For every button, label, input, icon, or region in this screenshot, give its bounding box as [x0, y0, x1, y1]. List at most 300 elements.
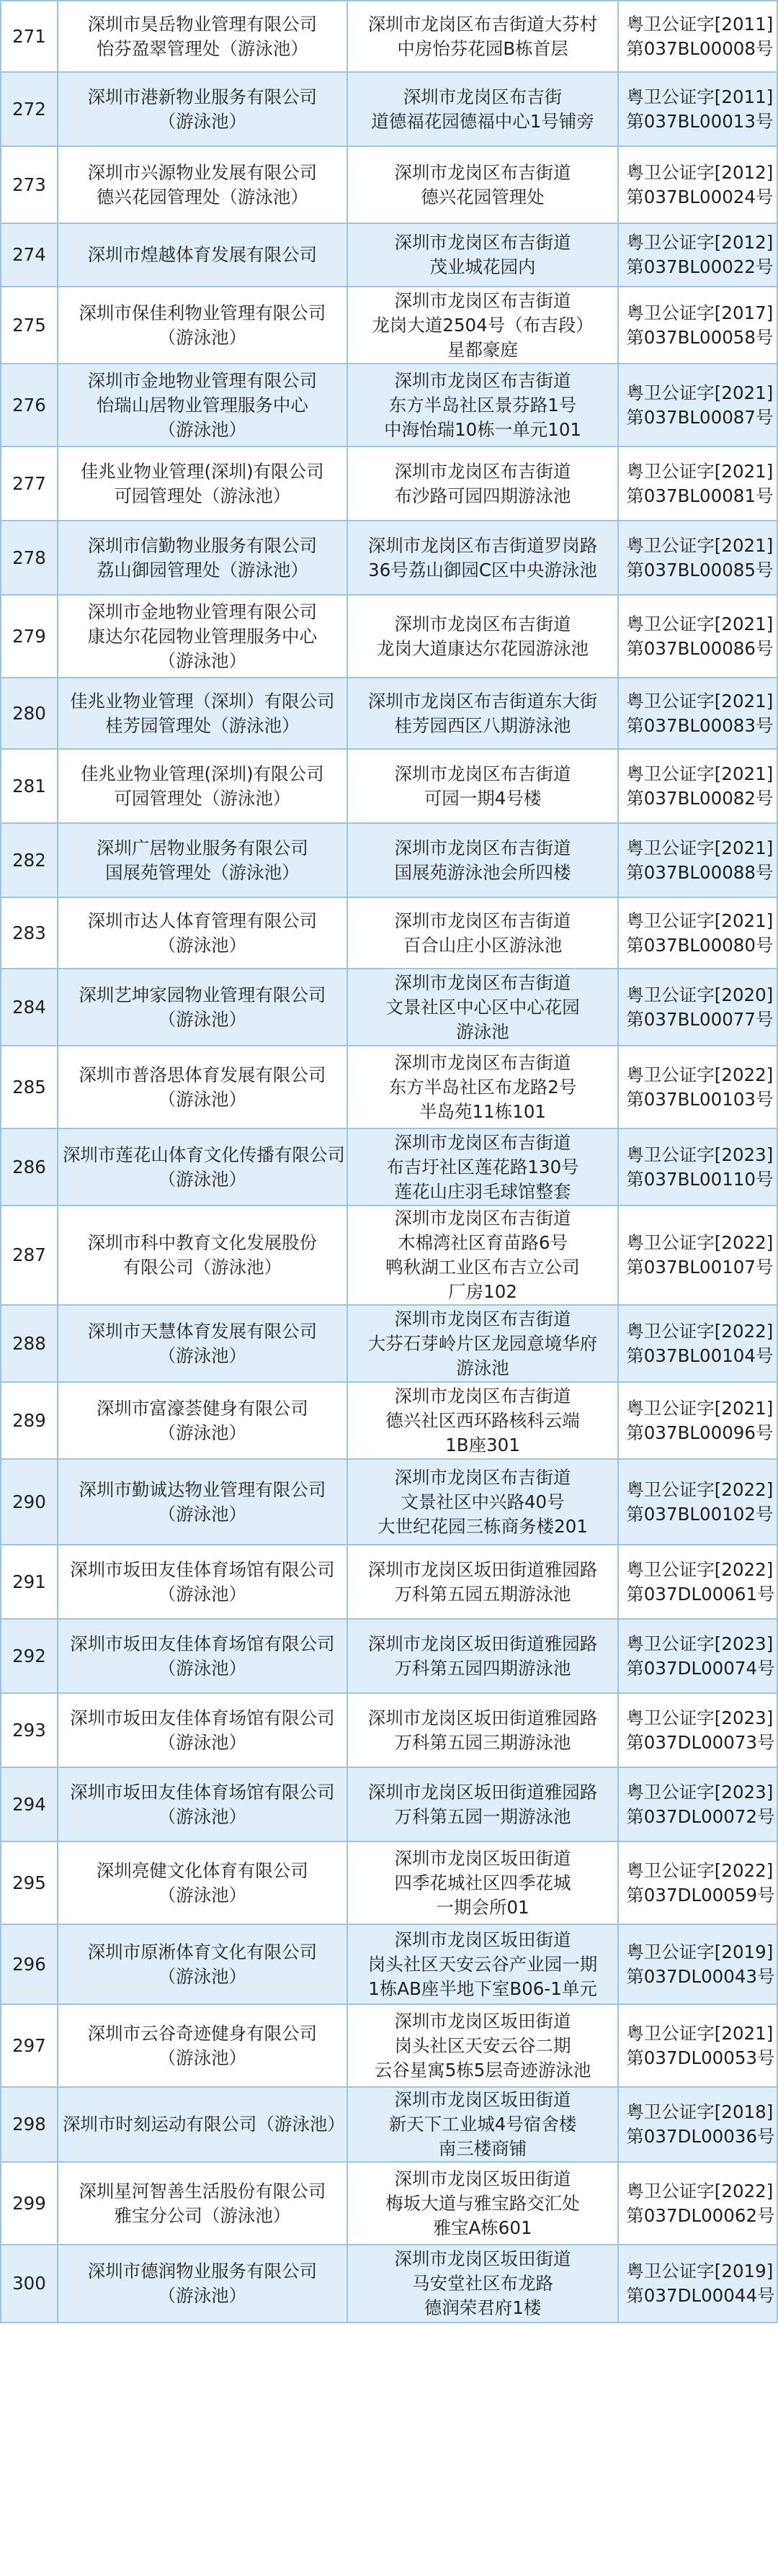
license-number-line: 第037BL00080号: [626, 934, 774, 956]
license-number-line: 第037BL00103号: [626, 1088, 774, 1110]
organization-line: 深圳市达人体育管理有限公司: [87, 910, 318, 931]
organization-line: 国展苑管理处（游泳池）: [105, 861, 300, 883]
license-number-line: 粤卫公证字[2021]: [626, 613, 774, 634]
organization-line: （游泳池）: [158, 1657, 247, 1679]
table-row: [1, 1619, 777, 1693]
address-line: 深圳市龙岗区布吉街道: [394, 1466, 571, 1488]
table-row: [1, 2004, 777, 2087]
license-number-cell: [618, 678, 777, 749]
license-number-line: 粤卫公证字[2023]: [626, 1633, 774, 1654]
organization-line: 深圳市时刻运动有限公司（游泳池）: [62, 2114, 345, 2135]
license-number-line: 第037BL00085号: [626, 559, 774, 580]
license-number-cell: [618, 1046, 777, 1128]
address-line: 深圳市龙岗区布吉街道东大街: [367, 690, 598, 712]
row-number-cell: 275: [1, 287, 58, 364]
organization-line: 深圳市坂田友佳体育场馆有限公司: [70, 1781, 335, 1803]
organization-line: 深圳市云谷奇迹健身有限公司: [87, 2022, 318, 2044]
address-line: 深圳市龙岗区布吉街道: [394, 837, 571, 858]
license-number-cell: [618, 2162, 777, 2245]
license-number-line: 粤卫公证字[2018]: [626, 2101, 774, 2122]
license-number-line: 第037DL00062号: [626, 2204, 775, 2226]
address-cell: [347, 749, 619, 823]
organization-line: 深圳市坂田友佳体育场馆有限公司: [70, 1633, 335, 1654]
license-number-cell: [618, 1, 777, 72]
organization-line: 深圳艺坤家园物业管理有限公司: [79, 984, 326, 1005]
address-line: 深圳市龙岗区布吉街道: [394, 763, 571, 784]
row-number-cell: 273: [1, 146, 58, 223]
organization-line: 深圳市天慧体育发展有限公司: [87, 1320, 318, 1342]
organization-line: 深圳市德润物业服务有限公司: [87, 2261, 318, 2281]
address-line: 深圳市龙岗区坂田街道雅园路: [367, 1707, 598, 1728]
address-line: 德兴社区西环路核科云端: [385, 1409, 580, 1431]
row-number-cell: 287: [1, 1206, 58, 1305]
address-line: 梅坂大道与雅宝路交汇处: [385, 2192, 580, 2214]
address-line: 云谷星寓5栋5层奇迹游泳池: [374, 2059, 591, 2081]
organization-cell: [58, 1545, 347, 1619]
organization-line: （游泳池）: [158, 1731, 247, 1753]
address-line: 深圳市龙岗区坂田街道: [394, 2168, 571, 2189]
license-number-line: 第037DL00043号: [626, 1965, 775, 1987]
license-number-line: 粤卫公证字[2019]: [626, 1941, 774, 1962]
organization-line: 深圳市坂田友佳体育场馆有限公司: [70, 1558, 335, 1580]
row-number-cell: 298: [1, 2087, 58, 2162]
license-number-cell: [618, 1305, 777, 1382]
table-row: [1, 1382, 777, 1459]
row-number-cell: 277: [1, 446, 58, 521]
license-number-line: 粤卫公证字[2022]: [626, 1859, 774, 1881]
address-line: 一期会所01: [436, 1896, 529, 1918]
license-number-cell: [618, 823, 777, 897]
table-row: [1, 1924, 777, 2004]
organization-cell: [58, 1459, 347, 1545]
address-line: 万科第五园四期游泳池: [394, 1657, 571, 1679]
table-row: [1, 223, 777, 287]
address-cell: [347, 2245, 619, 2323]
organization-cell: [58, 223, 347, 287]
table-row: [1, 1767, 777, 1841]
license-number-cell: [618, 595, 777, 678]
address-cell: [347, 446, 619, 521]
row-number-cell: 271: [1, 1, 58, 72]
address-line: 深圳市龙岗区布吉街道: [394, 1308, 571, 1329]
license-number-line: 粤卫公证字[2022]: [626, 1320, 774, 1342]
address-line: 36号荔山御园C区中央游泳池: [368, 559, 597, 580]
organization-line: （游泳池）: [158, 418, 247, 440]
license-number-line: 粤卫公证字[2021]: [626, 460, 774, 482]
address-line: 游泳池: [456, 1020, 509, 1042]
address-line: 龙岗大道2504号（布吉段）: [372, 314, 594, 336]
address-cell: [347, 287, 619, 364]
address-line: 深圳市龙岗区坂田街道雅园路: [367, 1633, 598, 1654]
address-line: 万科第五园三期游泳池: [394, 1731, 571, 1753]
address-cell: [347, 969, 619, 1046]
license-number-cell: [618, 897, 777, 969]
address-line: 岗头社区天安云谷二期: [394, 2034, 571, 2056]
address-line: 深圳市龙岗区布吉街道: [394, 1051, 571, 1073]
row-number-cell: 272: [1, 72, 58, 146]
address-line: 南三楼商铺: [438, 2138, 527, 2159]
address-cell: [347, 2087, 619, 2162]
table-row: [1, 287, 777, 364]
address-line: 深圳市龙岗区坂田街道: [394, 1929, 571, 1950]
table-row: [1, 2087, 777, 2162]
row-number-cell: 274: [1, 223, 58, 287]
license-number-cell: [618, 72, 777, 146]
address-line: 莲花山庄羽毛球馆整套: [394, 1180, 571, 1202]
organization-cell: [58, 2245, 347, 2323]
address-line: 国展苑游泳池会所四楼: [394, 861, 571, 883]
row-number-cell: 281: [1, 749, 58, 823]
license-number-cell: [618, 1382, 777, 1459]
license-number-line: 第037BL00083号: [626, 714, 774, 736]
row-number-cell: 295: [1, 1841, 58, 1924]
organization-cell: [58, 1841, 347, 1924]
address-cell: [347, 1382, 619, 1459]
address-cell: [347, 1767, 619, 1841]
license-number-cell: [618, 1619, 777, 1693]
address-cell: [347, 364, 619, 446]
table-row: [1, 678, 777, 749]
organization-cell: [58, 1693, 347, 1767]
table-row: [1, 146, 777, 223]
organization-line: （游泳池）: [158, 326, 247, 348]
license-number-line: 第037BL00088号: [626, 861, 774, 883]
address-line: 鸭秋湖工业区布吉立公司: [385, 1257, 580, 1278]
address-line: 深圳市龙岗区布吉街道: [394, 971, 571, 993]
license-number-cell: [618, 1459, 777, 1545]
address-line: 深圳市龙岗区坂田街道: [394, 1847, 571, 1869]
license-number-cell: [618, 446, 777, 521]
address-line: 半岛苑11栋101: [419, 1100, 547, 1122]
license-number-line: 第037BL00086号: [626, 637, 774, 659]
organization-line: 深圳市科中教育文化发展股份: [87, 1232, 318, 1253]
address-line: 深圳市龙岗区坂田街道雅园路: [367, 1558, 598, 1580]
license-number-cell: [618, 1206, 777, 1305]
license-number-cell: [618, 1841, 777, 1924]
organization-cell: [58, 1382, 347, 1459]
license-number-cell: [618, 1767, 777, 1841]
organization-line: 深圳星河智善生活股份有限公司: [79, 2180, 326, 2202]
address-line: 深圳市龙岗区布吉街道: [394, 232, 571, 253]
address-line: 百合山庄小区游泳池: [403, 934, 563, 956]
license-number-cell: [618, 2004, 777, 2087]
license-number-line: 第037BL00013号: [626, 110, 774, 132]
organization-line: 德兴花园管理处（游泳池）: [96, 186, 308, 207]
address-line: 深圳市龙岗区坂田街道: [394, 2010, 571, 2032]
address-line: 1栋AB座半地下室B06-1单元: [368, 1978, 597, 1999]
address-cell: [347, 1206, 619, 1305]
address-cell: [347, 1545, 619, 1619]
row-number-cell: 299: [1, 2162, 58, 2245]
organization-line: （游泳池）: [158, 2285, 247, 2306]
organization-line: 深圳市普洛思体育发展有限公司: [79, 1064, 326, 1085]
address-cell: [347, 1046, 619, 1128]
table-row: [1, 1841, 777, 1924]
organization-cell: [58, 2162, 347, 2245]
license-number-line: 粤卫公证字[2023]: [626, 1781, 774, 1803]
address-line: 木棉湾社区育苗路6号: [398, 1232, 568, 1253]
license-number-line: 第037BL00082号: [626, 787, 774, 809]
organization-cell: [58, 287, 347, 364]
organization-line: 深圳市兴源物业发展有限公司: [87, 161, 318, 183]
organization-line: 深圳市金地物业管理有限公司: [87, 601, 318, 622]
license-number-line: 粤卫公证字[2021]: [626, 534, 774, 556]
row-number-cell: 292: [1, 1619, 58, 1693]
address-line: 万科第五园一期游泳池: [394, 1805, 571, 1827]
license-number-line: 第037BL00087号: [626, 406, 774, 428]
address-cell: [347, 595, 619, 678]
address-line: 四季花城社区四季花城: [394, 1872, 571, 1893]
address-line: 深圳市龙岗区布吉街道: [394, 613, 571, 634]
organization-line: （游泳池）: [158, 650, 247, 671]
organization-cell: [58, 678, 347, 749]
row-number-cell: 289: [1, 1382, 58, 1459]
organization-line: 深圳市信勤物业服务有限公司: [87, 534, 318, 556]
table-row: [1, 1545, 777, 1619]
license-number-cell: [618, 2087, 777, 2162]
license-number-line: 第037BL00008号: [626, 37, 774, 59]
row-number-cell: 285: [1, 1046, 58, 1128]
organization-line: 深圳市昊岳物业管理有限公司: [87, 13, 318, 35]
address-line: 深圳市龙岗区布吉街道: [394, 369, 571, 391]
license-number-cell: [618, 969, 777, 1046]
address-line: 德兴花园管理处: [421, 186, 545, 207]
organization-line: 怡瑞山居物业管理服务中心: [96, 394, 308, 416]
address-line: 深圳市龙岗区布吉街道: [394, 910, 571, 931]
address-cell: [347, 1128, 619, 1206]
organization-line: （游泳池）: [158, 1088, 247, 1110]
address-line: 1B座301: [445, 1434, 520, 1455]
row-number-cell: 276: [1, 364, 58, 446]
organization-line: 深圳市金地物业管理有限公司: [87, 369, 318, 391]
address-line: 可园一期4号楼: [424, 787, 542, 809]
address-line: 深圳市龙岗区布吉街道: [394, 1208, 571, 1229]
license-number-cell: [618, 521, 777, 595]
organization-line: （游泳池）: [158, 1884, 247, 1906]
table-row: [1, 2162, 777, 2245]
license-number-cell: [618, 1128, 777, 1206]
address-line: 布沙路可园四期游泳池: [394, 485, 571, 506]
organization-cell: [58, 1924, 347, 2004]
table-row: [1, 969, 777, 1046]
license-number-line: 第037DL00074号: [626, 1657, 775, 1679]
license-number-line: 粤卫公证字[2021]: [626, 910, 774, 931]
address-line: 万科第五园五期游泳池: [394, 1583, 571, 1605]
organization-line: 深圳市煌越体育发展有限公司: [87, 244, 318, 265]
address-line: 深圳市龙岗区布吉街: [403, 86, 563, 107]
address-cell: [347, 2004, 619, 2087]
address-cell: [347, 223, 619, 287]
address-line: 布吉圩社区莲花路130号: [386, 1156, 579, 1177]
organization-cell: [58, 364, 347, 446]
organization-line: 深圳市保佳利物业管理有限公司: [79, 302, 326, 323]
address-line: 大世纪花园三栋商务楼201: [377, 1515, 588, 1537]
row-number-cell: 283: [1, 897, 58, 969]
organization-line: （游泳池）: [158, 1965, 247, 1987]
row-number-cell: 280: [1, 678, 58, 749]
table-body: [1, 1, 777, 2323]
organization-line: 佳兆业物业管理（深圳）有限公司: [70, 690, 335, 712]
organization-line: 深圳市勤诚达物业管理有限公司: [79, 1478, 326, 1500]
row-number-cell: 294: [1, 1767, 58, 1841]
table-row: [1, 749, 777, 823]
license-number-line: 第037DL00044号: [626, 2285, 775, 2306]
address-line: 深圳市龙岗区坂田街道: [394, 2089, 571, 2110]
address-cell: [347, 1841, 619, 1924]
organization-line: 怡芬盈翠管理处（游泳池）: [96, 37, 308, 59]
address-line: 厂房102: [448, 1281, 517, 1302]
license-number-line: 粤卫公证字[2012]: [626, 232, 774, 253]
address-line: 龙岗大道康达尔花园游泳池: [377, 637, 589, 659]
row-number-cell: 282: [1, 823, 58, 897]
license-number-line: 第037DL00072号: [626, 1805, 775, 1827]
license-number-line: 粤卫公证字[2022]: [626, 1232, 774, 1253]
address-line: 中海怡瑞10栋一单元101: [384, 418, 582, 440]
organization-line: （游泳池）: [158, 1503, 247, 1525]
address-line: 深圳市龙岗区布吉街道: [394, 460, 571, 482]
address-line: 雅宝A栋601: [433, 2217, 532, 2238]
organization-line: （游泳池）: [158, 1345, 247, 1366]
table-row: [1, 1305, 777, 1382]
table-row: [1, 1, 777, 72]
table-row: [1, 1459, 777, 1545]
organization-line: 桂芳园管理处（游泳池）: [105, 714, 300, 736]
address-line: 道德福花园德福中心1号铺旁: [371, 110, 594, 132]
organization-line: 可园管理处（游泳池）: [114, 787, 291, 809]
address-cell: [347, 897, 619, 969]
organization-cell: [58, 1046, 347, 1128]
row-number-cell: 284: [1, 969, 58, 1046]
address-line: 深圳市龙岗区布吉街道: [394, 1385, 571, 1406]
address-line: 东方半岛社区布龙路2号: [388, 1076, 577, 1098]
address-cell: [347, 1924, 619, 2004]
organization-cell: [58, 823, 347, 897]
license-number-line: 粤卫公证字[2021]: [626, 837, 774, 858]
row-number-cell: 296: [1, 1924, 58, 2004]
address-cell: [347, 1, 619, 72]
license-number-cell: [618, 146, 777, 223]
row-number-cell: 297: [1, 2004, 58, 2087]
address-line: 文景社区中兴路40号: [401, 1491, 565, 1512]
license-number-line: 第037BL00058号: [626, 326, 774, 348]
address-cell: [347, 1693, 619, 1767]
table-row: [1, 1206, 777, 1305]
organization-cell: [58, 1305, 347, 1382]
address-cell: [347, 823, 619, 897]
address-line: 深圳市龙岗区坂田街道: [394, 2248, 571, 2269]
license-number-cell: [618, 2245, 777, 2323]
organization-line: （游泳池）: [158, 110, 247, 132]
license-number-line: 第037BL00077号: [626, 1008, 774, 1030]
address-line: 星都豪庭: [447, 338, 519, 360]
license-number-cell: [618, 223, 777, 287]
organization-cell: [58, 72, 347, 146]
organization-cell: [58, 749, 347, 823]
address-line: 深圳市龙岗区布吉街道: [394, 1131, 571, 1153]
address-line: 桂芳园西区八期游泳池: [394, 714, 571, 736]
license-number-line: 粤卫公证字[2022]: [626, 1064, 774, 1085]
license-number-line: 粤卫公证字[2023]: [626, 1144, 774, 1165]
organization-line: 深圳市莲花山体育文化传播有限公司: [62, 1144, 345, 1165]
organization-cell: [58, 2004, 347, 2087]
organization-line: 有限公司（游泳池）: [122, 1257, 282, 1278]
row-number-cell: 290: [1, 1459, 58, 1545]
address-line: 大芬石芽岭片区龙园意境华府: [367, 1332, 598, 1354]
organization-line: （游泳池）: [158, 1168, 247, 1190]
license-number-cell: [618, 1693, 777, 1767]
license-number-line: 粤卫公证字[2021]: [626, 382, 774, 403]
address-line: 东方半岛社区景芬路1号: [388, 394, 577, 416]
organization-line: （游泳池）: [158, 1805, 247, 1827]
table-row: [1, 72, 777, 146]
organization-line: 深圳广居物业服务有限公司: [96, 837, 308, 858]
table-row: [1, 595, 777, 678]
organization-cell: [58, 521, 347, 595]
license-number-line: 粤卫公证字[2019]: [626, 2261, 774, 2281]
license-number-line: 粤卫公证字[2022]: [626, 2180, 774, 2202]
license-number-line: 第037BL00110号: [626, 1168, 774, 1190]
row-number-cell: 288: [1, 1305, 58, 1382]
address-line: 深圳市龙岗区布吉街道: [394, 290, 571, 311]
license-number-line: 粤卫公证字[2021]: [626, 690, 774, 712]
license-number-line: 第037BL00107号: [626, 1257, 774, 1278]
organization-cell: [58, 897, 347, 969]
organization-cell: [58, 2087, 347, 2162]
address-line: 茂业城花园内: [429, 256, 536, 277]
row-number-cell: 291: [1, 1545, 58, 1619]
table-row: [1, 1046, 777, 1128]
license-number-line: 第037BL00096号: [626, 1422, 774, 1443]
license-number-line: 第037BL00081号: [626, 485, 774, 506]
license-number-cell: [618, 287, 777, 364]
license-number-line: 第037DL00059号: [626, 1884, 775, 1906]
license-number-line: 粤卫公证字[2012]: [626, 161, 774, 183]
address-line: 中房怡芬花园B栋首层: [397, 37, 568, 59]
table-row: [1, 2245, 777, 2323]
license-number-line: 粤卫公证字[2021]: [626, 763, 774, 784]
row-number-cell: 300: [1, 2245, 58, 2323]
license-number-line: 粤卫公证字[2017]: [626, 302, 774, 323]
organization-cell: [58, 446, 347, 521]
organization-line: 荔山御园管理处（游泳池）: [96, 559, 308, 580]
table-row: [1, 521, 777, 595]
organization-line: 深圳亮健文化体育有限公司: [96, 1859, 308, 1881]
address-line: 游泳池: [456, 1357, 509, 1378]
organization-line: （游泳池）: [158, 2047, 247, 2068]
organization-cell: [58, 1206, 347, 1305]
organization-line: 佳兆业物业管理(深圳)有限公司: [81, 460, 324, 482]
organization-line: （游泳池）: [158, 934, 247, 956]
license-number-line: 粤卫公证字[2021]: [626, 2022, 774, 2044]
organization-line: 雅宝分公司（游泳池）: [114, 2204, 291, 2226]
organization-line: 深圳市富濠荟健身有限公司: [96, 1397, 308, 1419]
organization-cell: [58, 146, 347, 223]
organization-line: 深圳市原淅体育文化有限公司: [87, 1941, 318, 1962]
license-number-line: 第037DL00036号: [626, 2126, 775, 2147]
license-number-line: 第037BL00024号: [626, 186, 774, 207]
organization-cell: [58, 1619, 347, 1693]
license-number-line: 粤卫公证字[2011]: [626, 86, 774, 107]
organization-line: 深圳市坂田友佳体育场馆有限公司: [70, 1707, 335, 1728]
license-number-line: 第037DL00053号: [626, 2047, 775, 2068]
organization-line: （游泳池）: [158, 1422, 247, 1443]
address-line: 德润荣君府1楼: [424, 2297, 542, 2318]
organization-line: 佳兆业物业管理(深圳)有限公司: [81, 763, 324, 784]
address-line: 深圳市龙岗区坂田街道雅园路: [367, 1781, 598, 1803]
address-line: 马安堂社区布龙路: [412, 2273, 554, 2294]
table-row: [1, 1693, 777, 1767]
table-row: [1, 1128, 777, 1206]
